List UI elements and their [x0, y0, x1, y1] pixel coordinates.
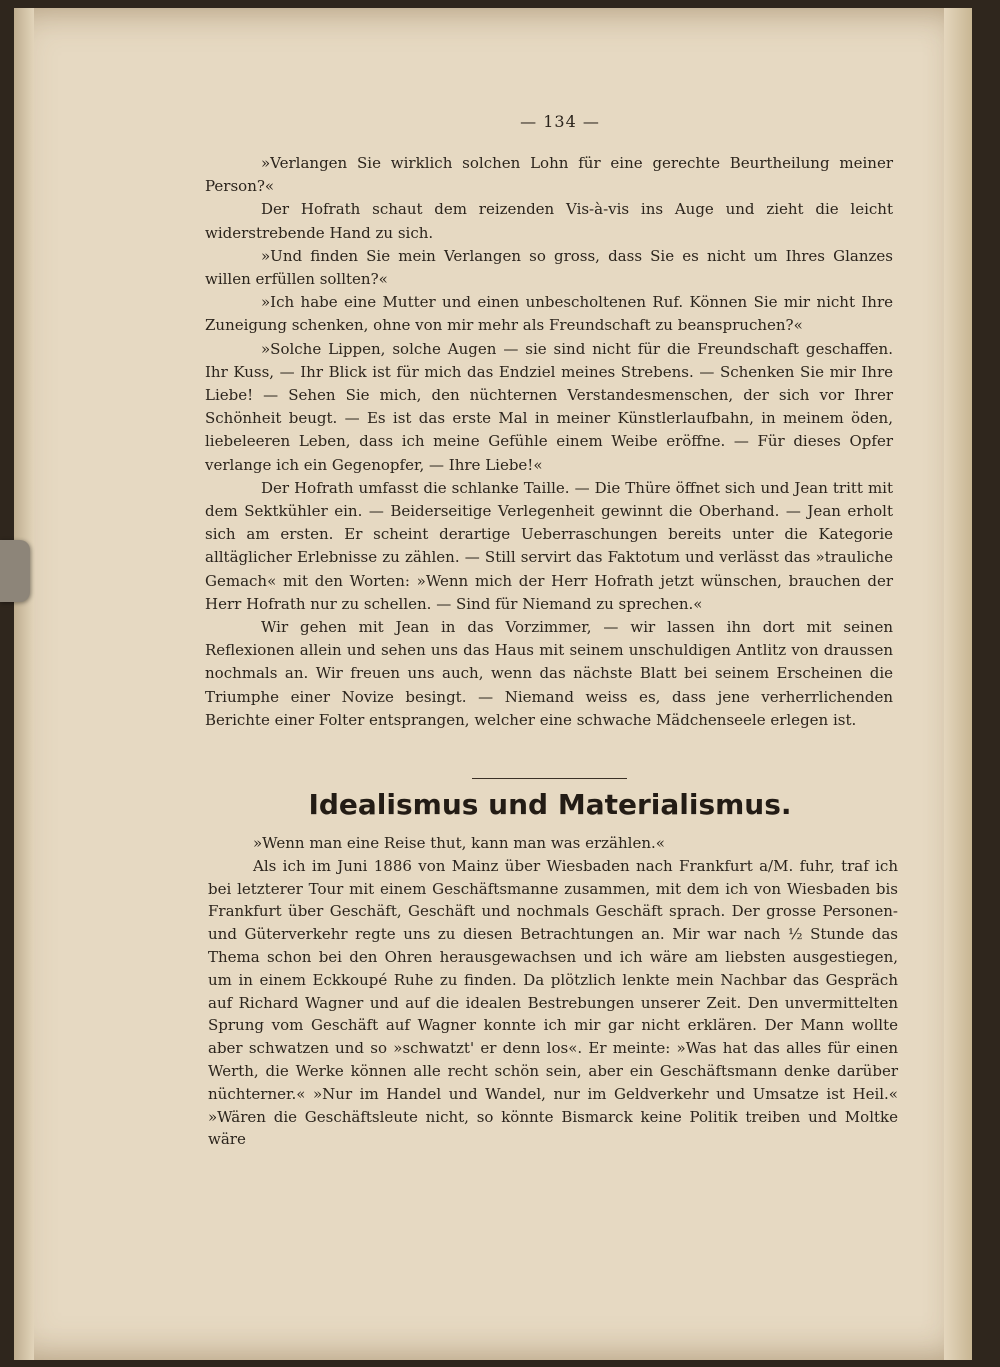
paragraph: »Solche Lippen, solche Augen — sie sind nicht für die Freundschaft geschaffen. Ihr Kuss, — Ihr Blick ist für mich das Endziel meines Strebens. — Schenken Sie mir Ihre Liebe! — Sehen Sie mich, den nüchternen Verstandesmenschen, der sich vor Ihrer Schönheit beugt. — Es ist das erste Mal in meiner Künstlerlaufbahn, in meinem öden, liebeleeren Leben, dass ich meine Gefühle einem Weibe eröffne. — Für dieses Opfer verlange ich ein Gegenopfer, — Ihre Liebe!«	[205, 339, 893, 474]
paragraph: »Ich habe eine Mutter und einen unbescholtenen Ruf. Können Sie mir nicht Ihre Zuneigung schenken, ohne von mir mehr als Freundschaft zu beanspruchen?«	[205, 293, 893, 335]
paragraph: Als ich im Juni 1886 von Mainz über Wiesbaden nach Frankfurt a/M. fuhr, traf ich bei letzterer Tour mit einem Geschäftsmanne zusammen, mit dem ich von Wiesbaden bis Frankfurt über Geschäft, Geschäft und nochmals Geschäft sprach. Der grosse Personen- und Güterverkehr regte uns zu diesen Betrachtungen an. Mir war nach ½ Stunde das Thema schon bei den Ohren herausgewachsen und ich wäre am liebsten ausgestiegen, um in einem Eckkoupé Ruhe zu finden. Da plötzlich lenkte mein Nachbar das Gespräch auf Richard Wagner und auf die idealen Bestrebungen unserer Zeit. Den unvermittelten Sprung vom Geschäft auf Wagner konnte ich mir gar nicht erklären. Der Mann wollte aber schwatzen und so »schwatzt' er denn los«. Er meinte: »Was hat das alles für einen Werth, die Werke können alle recht schön sein, aber ein Geschäftsmann denke darüber nüchterner.« »Nur im Handel und Wandel, nur im Geldverkehr und Umsatze ist Heil.« »Wären die Geschäftsleute nicht, so könnte Bismarck keine Politik treiben und Moltke wäre	[208, 856, 898, 1149]
paragraph: Der Hofrath schaut dem reizenden Vis-à-vis ins Auge und zieht die leicht widerstrebende Hand zu sich.	[205, 200, 893, 242]
section-heading: Idealismus und Materialismus.	[308, 788, 792, 821]
page-edge-right	[944, 8, 972, 1360]
paragraph: Wir gehen mit Jean in das Vorzimmer, — wir lassen ihn dort mit seinen Reflexionen allein und sehen uns das Haus mit seinem unschuldigen Antlitz von draussen nochmals an. Wir freuen uns auch, wenn das nächste Blatt bei seinem Erscheinen die Triumphe einer Novize besingt. — Niemand weiss es, dass jene verherrlichenden Berichte einer Folter entsprangen, welcher eine schwache Mädchenseele erlegen ist.	[205, 618, 893, 729]
page-edge-left	[14, 8, 34, 1360]
paragraph: »Verlangen Sie wirklich solchen Lohn für eine gerechte Beurtheilung meiner Person?«	[205, 154, 893, 196]
section-divider	[472, 778, 627, 779]
paragraph: »Und finden Sie mein Verlangen so gross, dass Sie es nicht um Ihres Glanzes willen erfüllen sollten?«	[205, 246, 893, 289]
page-number: — 134 —	[520, 112, 600, 131]
story-text	[205, 152, 893, 732]
section-text	[208, 832, 898, 1151]
paragraph: »Wenn man eine Reise thut, kann man was erzählen.«	[253, 834, 665, 852]
binding-clip	[0, 540, 30, 602]
paragraph: Der Hofrath umfasst die schlanke Taille. — Die Thüre öffnet sich und Jean tritt mit dem Sektkühler ein. — Beiderseitige Verlegenheit gewinnt die Oberhand. — Jean erholt sich am ersten. Er scheint derartige Ueberraschungen bereits unter die Kategorie alltäglicher Erlebnisse zu zählen. — Still servirt das Faktotum und verlässt das »trauliche Gemach« mit den Worten: »Wenn mich der Herr Hofrath jetzt wünschen, brauchen der Herr Hofrath nur zu schellen. — Sind für Niemand zu sprechen.«	[205, 478, 893, 613]
